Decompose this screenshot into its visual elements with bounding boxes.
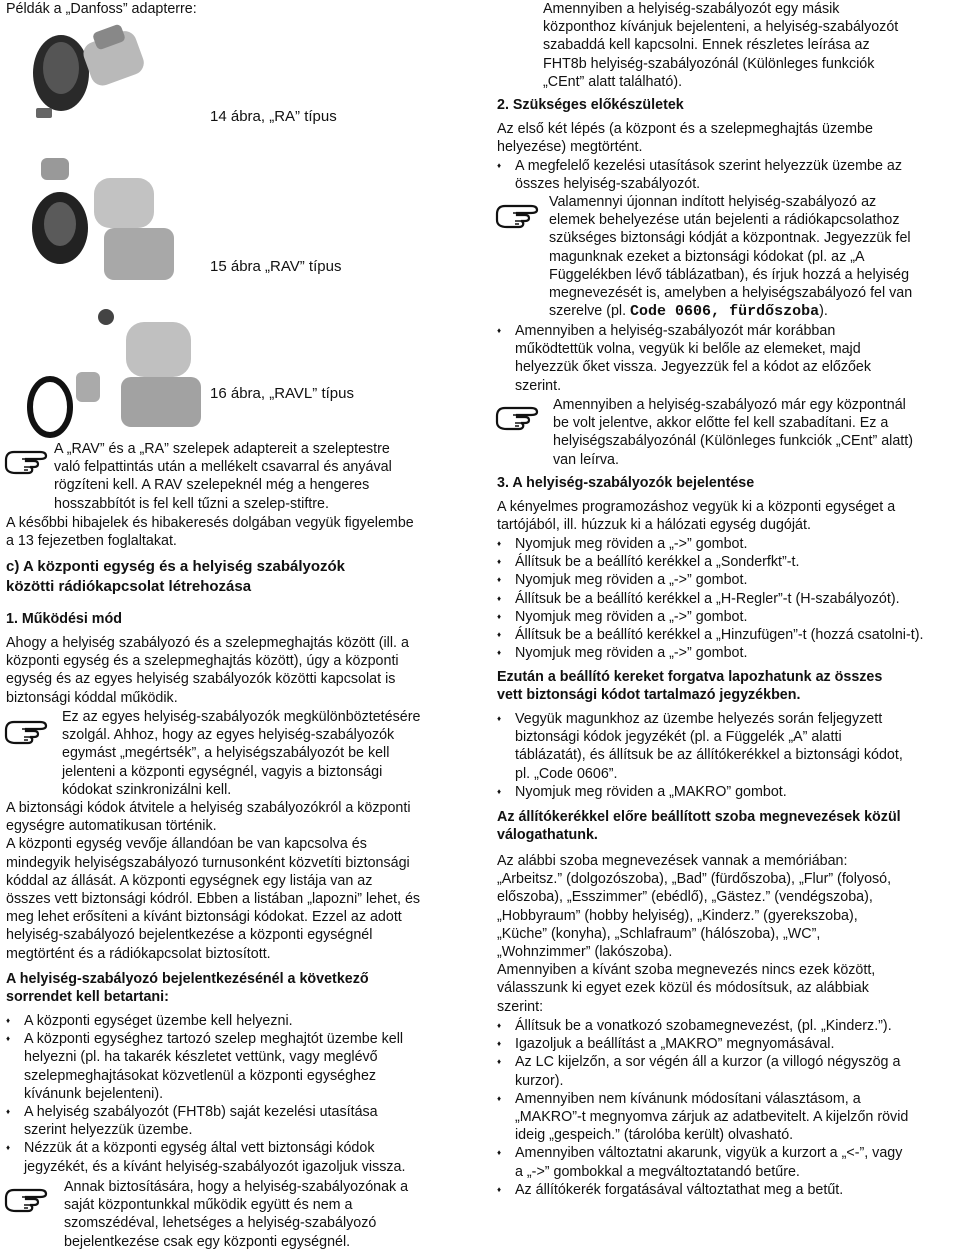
hand-pointer-icon: [495, 402, 543, 432]
list-item: ♦ Nyomjuk meg röviden a „->” gombot.: [497, 535, 957, 553]
list-item: ♦ Nyomjuk meg röviden a „->” gombot.: [497, 608, 957, 626]
list-item: ♦ Igazoljuk a beállítást a „MAKRO” megnyomásával.: [497, 1035, 957, 1053]
troubleshooting-paragraph: A későbbi hibajelek és hibakeresés dolgában vegyük figyelembe a 13 fejezetben foglaltakat.: [6, 515, 414, 550]
hand-pointer-icon: [4, 1184, 52, 1214]
figure-14-caption: 14 ábra, „RA” típus: [210, 108, 337, 125]
note-code-sync: Ez az egyes helyiség-szabályozók megkülönböztetésére szolgál. Ahhoz, hogy az egyes helyiség-szabályozók egymást „megértsék”, a helyiségszabályozót be kell jelenteni a központi egységnél, vagyis a biztonsági kódokat szinkronizálni kell.: [62, 709, 421, 798]
list-item: ♦ Nyomjuk meg röviden a „->” gombot.: [497, 571, 957, 589]
preparations-paragraph: Az első két lépés (a központ és a szelepmeghajtás üzembe helyezése) megtörtént.: [497, 121, 873, 156]
heading-operating-mode: 1. Működési mód: [6, 611, 122, 627]
hand-pointer-icon: [4, 716, 52, 746]
registration-button-steps: [497, 535, 957, 662]
list-item: ♦ Amennyiben nem kívánunk módosítani választásom, a „MAKRO”-t megnyomva zárjuk az adatbevitelt. A kijelzőn rövid ideig „gespeich.” (tárolóba került) olvasható.: [497, 1090, 957, 1145]
code-transfer-paragraph: A biztonsági kódok átvitele a helyiség szabályozókról a központi egységre automatikusan történik. A központi egység vevője állandóan be van kapcsolva és mindegyik helyiségszabályozó turnusonként közvetíti biztonsági kóddal az állását. A központi egységnek egy listája van az összes vett biztonsági kódról. Ebben a listában „lapozni” lehet, és meg lehet erősíteni a kívánt biztonsági kódokat. Ezzel az adott helyiség-szabályozó bejelentkezése a központi egységnél megtörtént és a rádiókapcsolat biztosított.: [6, 800, 421, 962]
list-item: ♦ Az állítókerék forgatásával változtathat meg a betűt.: [497, 1181, 957, 1199]
programming-paragraph: A kényelmes programozáshoz vegyük ki a központi egységet a tartójából, ill. húzzuk ki a hálózati egység dugóját.: [497, 499, 896, 534]
registration-steps-list: [6, 1012, 466, 1176]
heading-preparations: 2. Szükséges előkészületek: [497, 97, 684, 113]
list-item: ♦ A központi egységet üzembe kell helyezni.: [6, 1012, 466, 1030]
list-item: ♦ Nyomjuk meg röviden a „->” gombot.: [497, 644, 957, 662]
hand-pointer-icon: [4, 446, 52, 476]
list-item: ♦ Állítsuk be a vonatkozó szobamegnevezést, (pl. „Kinderz.”).: [497, 1017, 957, 1035]
intro-text: Példák a „Danfoss” adapterre:: [6, 1, 197, 17]
note-adapter-mounting: A „RAV” és a „RA” szelepek adaptereit a szeleptestre való felpattintás után a mellékelt csavarral és anyával rögzíteni kell. A RAV szelepeknél még a hengeres hosszabbítót is fel kell tűzni a szelep-stiftre.: [54, 441, 392, 512]
code-select-steps: [497, 710, 957, 801]
room-name-edit-steps: [497, 1017, 957, 1199]
security-code-paragraph: Ahogy a helyiség szabályozó és a szelepmeghajtás között (ill. a központi egység és a szelepmeghajtás között), úgy a központi egység és az egyes helyiség szabályozók közötti kapcsolat is biztonsági kóddal működik.: [6, 635, 409, 706]
list-item: ♦ Nézzük át a központi egység által vett biztonsági kódok jegyzékét, és a kívánt helyiség-szabályozót igazoljuk vissza.: [6, 1139, 466, 1175]
figure-16-caption: 16 ábra, „RAVL” típus: [210, 385, 354, 402]
note-already-registered: Amennyiben a helyiség-szabályozó már egy központnál be volt jelentve, akkor előtte fel kell szabadítani. Ez a helyiségszabályozónál (Különleges funkciók „CEnt” alatt) van leírva.: [553, 397, 913, 468]
section-c-heading: c) A központi egység és a helyiség szabályozók közötti rádiókapcsolat létrehozása: [6, 558, 346, 595]
list-item: ♦ Vegyük magunkhoz az üzembe helyezés során feljegyzett biztonsági kódok jegyzékét (pl. a Függelék „A” alatti táblázatát), és állítsuk be az állítókerékkel a biztonsági kódot, pl. „Code 0606”.: [497, 710, 957, 783]
release-paragraph: Amennyiben a helyiség-szabályozót egy másik központhoz kívánjuk bejelenteni, a helyiség-szabályozót szabaddá kell kapcsolni. Ennek részletes leírása az FHT8b helyiség-szabályozónál (Különleges funkciók „CEnt” alatt található).: [543, 1, 899, 90]
list-item: ♦ Állítsuk be a beállító kerékkel a „Hinzufügen”-t (hozzá csatolni-t).: [497, 626, 957, 644]
list-item: ♦ Amennyiben változtatni akarunk, vigyük a kurzort a „<-”, vagy a „->” gombokkal a megváltoztatandó betűre.: [497, 1144, 957, 1180]
room-names-paragraph: Az alábbi szoba megnevezések vannak a memóriában: „Arbeitsz.” (dolgozószoba), „Bad” (fürdőszoba), „Flur” (folyosó, előszoba), „Esszimmer” (ebédlő), „Gästez.” (vendégszoba), „Hobbyraum” (hobby helyiség), „Kinderz.” (gyerekszoba), „Küche” (konyha), „Schlafraum” (hálószoba), „WC”, „Wohnzimmer” (lakószoba). Amennyiben a kívánt szoba megnevezés nincs ezek között, válasszunk ki egyet ezek közül és módosítsuk, az alábbiak szerint:: [497, 853, 892, 1015]
hand-pointer-icon: [495, 200, 543, 230]
ravl-adapter-photo: [16, 302, 206, 440]
list-item: ♦ A helyiség szabályozót (FHT8b) saját kezelési utasítása szerint helyezzük üzembe.: [6, 1103, 466, 1139]
code-list-note: Ezután a beállító kereket forgatva lapozhatunk az összes vett biztonsági kódot tartalmazó jegyzékben.: [497, 669, 883, 704]
list-item: ♦ Állítsuk be a beállító kerékkel a „Sonderfkt”-t.: [497, 553, 957, 571]
heading-registration: 3. A helyiség-szabályozók bejelentése: [497, 475, 755, 491]
rav-adapter-photo: [16, 158, 191, 293]
note-own-central-unit: Annak biztosítására, hogy a helyiség-szabályozónak a saját központunkkal működik együtt és nem a szomszédéval, lehetséges a helyiség-szabályozó bejelentkezése csak egy központi egységnél.: [64, 1179, 409, 1250]
ra-adapter-photo: [16, 18, 156, 126]
note-security-codes: Valamennyi újonnan indított helyiség-szabályozó az elemek behelyezése után bejelenti a rádiókapcsolathoz szükséges biztonsági kódját a központnak. Jegyezzük fel magunknak ezeket a biztonsági kódokat (pl. az „A Függelékben lévő táblázatban), és írjuk hozzá a helyiség megnevezését is, amelyben a helyiségszabályozó fel van szerelve (pl. Code 0606, fürdőszoba).: [549, 194, 913, 321]
list-item: ♦ Állítsuk be a beállító kerékkel a „H-Regler”-t (H-szabályozót).: [497, 590, 957, 608]
list-item: ♦ Az LC kijelzőn, a sor végén áll a kurzor (a villogó négyszög a kurzor).: [497, 1053, 957, 1089]
list-item: ♦ Amennyiben a helyiség-szabályozót már korábban működtettük volna, vegyük ki belőle az elemeket, majd helyezzük őket vissza. Jegyezzük fel a kódot az előzőek szerint.: [497, 322, 957, 395]
figure-15-caption: 15 ábra „RAV” típus: [210, 258, 342, 275]
list-item: ♦ A megfelelő kezelési utasítások szerint helyezzük üzembe az összes helyiség-szabályozót.: [497, 157, 957, 193]
registration-order-heading: A helyiség-szabályozó bejelentkezésénél a következő sorrendet kell betartani:: [6, 971, 369, 1006]
list-item: ♦ Nyomjuk meg röviden a „MAKRO” gombot.: [497, 783, 957, 801]
room-names-heading: Az állítókerékkel előre beállított szoba megnevezések közül válogathatunk.: [497, 809, 901, 844]
list-item: ♦ A központi egységhez tartozó szelep meghajtót üzembe kell helyezni (pl. ha takarék készletet vettünk, vagy meglévő szelepmeghajtásokat közvetlenül a központi egységhez kívánunk bejelenteni).: [6, 1030, 466, 1103]
